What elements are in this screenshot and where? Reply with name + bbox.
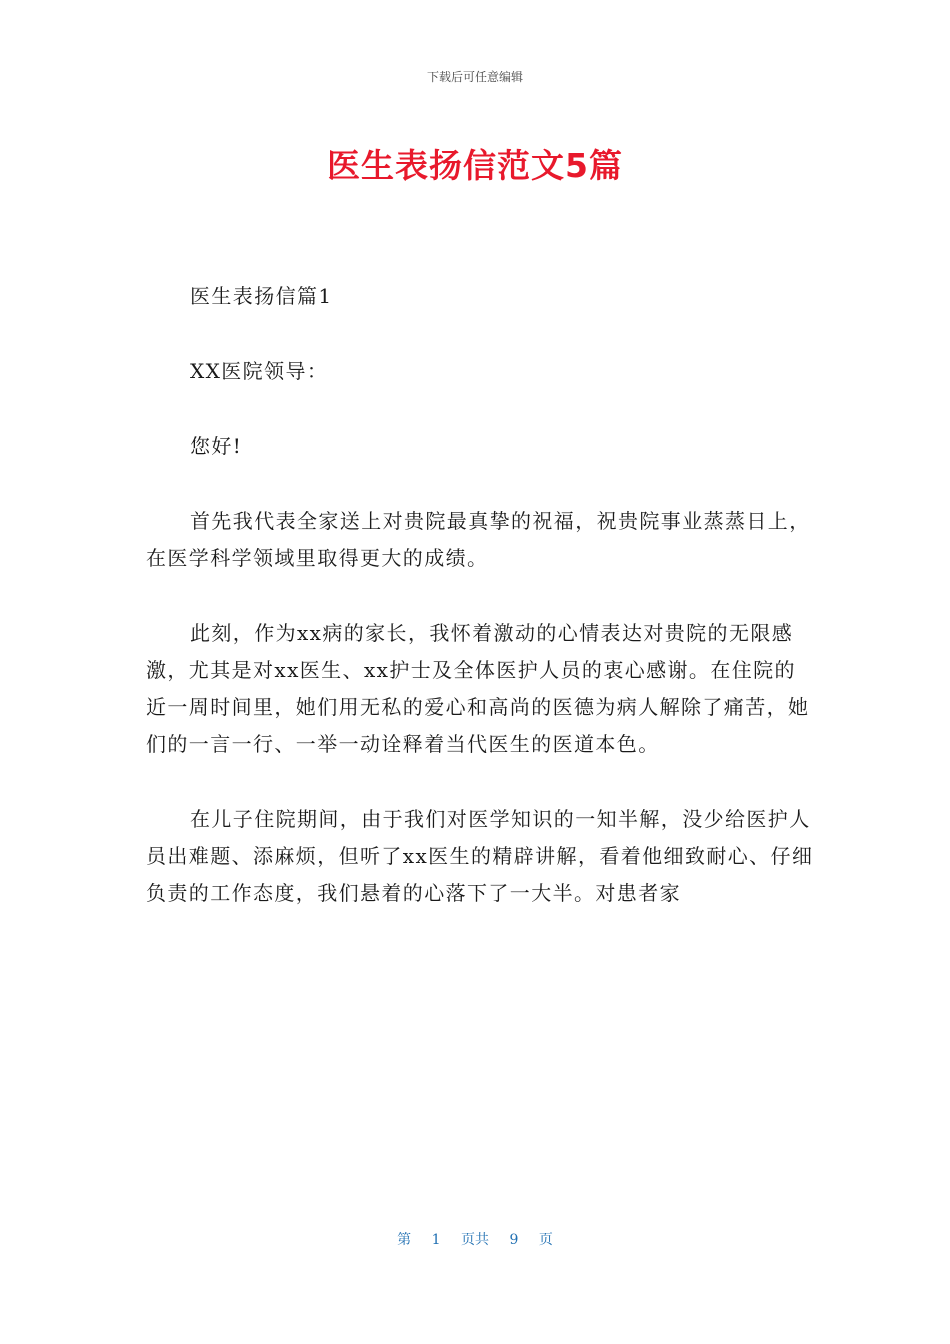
paragraph: 此刻，作为xx病的家长，我怀着激动的心情表达对贵院的无限感激，尤其是对xx医生、xx护士及全体医护人员的衷心感谢。在住院的近一周时间里，她们用无私的爱心和高尚的医德为病人解除了痛苦，她们的一言一行、一举一动诠释着当代医生的医道本色。 <box>146 621 810 756</box>
paragraph: 首先我代表全家送上对贵院最真挚的祝福，祝贵院事业蒸蒸日上，在医学科学领域里取得更大的成绩。 <box>146 509 811 570</box>
section-heading: 医生表扬信篇1 <box>190 284 333 308</box>
salutation: XX医院领导： <box>190 359 329 383</box>
paragraph: 在儿子住院期间，由于我们对医学知识的一知半解，没少给医护人员出难题、添麻烦，但听了xx医生的精辟讲解，看着他细致耐心、仔细负责的工作态度，我们悬着的心落下了一大半。对患者家 <box>146 807 814 905</box>
header-note: 下载后可任意编辑 <box>426 70 523 84</box>
total-page-count: 9 <box>509 1232 519 1248</box>
footer-prefix: 第 <box>397 1232 412 1248</box>
footer-middle: 页共 <box>461 1232 489 1248</box>
document-body <box>146 278 814 950</box>
footer-suffix: 页 <box>538 1232 553 1248</box>
current-page-number: 1 <box>431 1232 441 1248</box>
page-footer <box>0 1229 950 1249</box>
greeting: 您好! <box>190 434 243 458</box>
document-title: 医生表扬信范文5篇 <box>327 146 623 185</box>
